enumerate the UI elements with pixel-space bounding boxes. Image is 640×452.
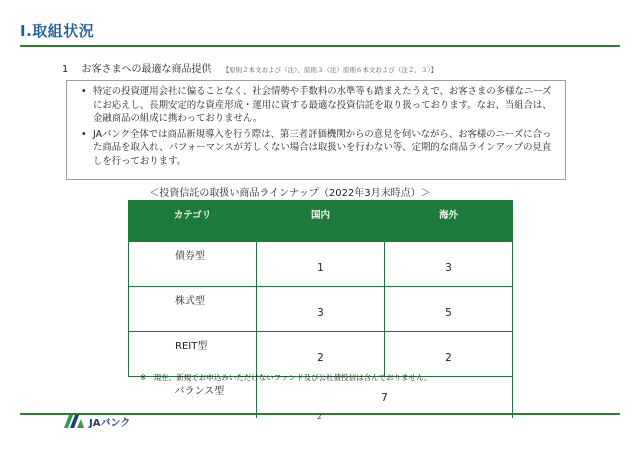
category-cell: 株式型 xyxy=(129,287,257,332)
table-row xyxy=(129,287,513,332)
overseas-count: 3 xyxy=(385,242,513,287)
category-cell: バランス型 xyxy=(129,377,257,419)
header-category: カテゴリ xyxy=(129,201,257,242)
section-reference: 【原則２本文および（注）、原則３（注）原則６本文および（注２、３）】 xyxy=(222,66,438,74)
domestic-count: 3 xyxy=(257,287,385,332)
domestic-count: 1 xyxy=(257,242,385,287)
bullet-box xyxy=(66,80,566,180)
title-divider xyxy=(20,45,620,47)
overseas-count: 5 xyxy=(385,287,513,332)
category-cell: REIT型 xyxy=(129,332,257,377)
section-number: 1 xyxy=(62,64,69,75)
table-caption: ＜投資信託の取扱い商品ラインナップ（2022年3月末時点）＞ xyxy=(149,188,431,199)
overseas-count: 2 xyxy=(385,332,513,377)
logo-text: JAバンク xyxy=(89,418,131,429)
ja-logo-icon xyxy=(64,415,86,428)
page-number: 2 xyxy=(317,412,323,421)
header-domestic: 国内 xyxy=(257,201,385,242)
bullet-item: • 特定の投資運用会社に偏ることなく、社会情勢や手数料の水準等も踏まえたうえで、お客さまの多様なニーズにお応えし、長期安定的な資産形成・運用に資する最適な投資信託を取り扱っております。なお、当組合は、金融商品の組成に携わっておりません。 xyxy=(81,85,555,126)
product-lineup-table xyxy=(128,200,513,418)
ja-bank-logo xyxy=(64,414,130,429)
domestic-count: 2 xyxy=(257,332,385,377)
table-row xyxy=(129,242,513,287)
category-cell: 債券型 xyxy=(129,242,257,287)
table-header-row xyxy=(129,201,513,242)
footnote: ※ 現在、新規でお申込みいただけないファンド及び公社債投信は含んでおりません。 xyxy=(140,373,432,382)
table-row xyxy=(129,332,513,377)
header-overseas: 海外 xyxy=(385,201,513,242)
section-heading-text: お客さまへの最適な商品提供 xyxy=(81,64,212,75)
page-title: Ⅰ.取組状況 xyxy=(20,22,95,40)
section-heading xyxy=(62,57,437,76)
balanced-total: 7 xyxy=(257,377,513,419)
bullet-item: • JAバンク全体では商品新規導入を行う際は、第三者評価機関からの意見を伺いながら、お客様のニーズに合った商品を取入れ、パフォーマンスが芳しくない場合は取扱いを行わない等、定期的な商品ラインアップの見直しを行っております。 xyxy=(81,128,555,169)
